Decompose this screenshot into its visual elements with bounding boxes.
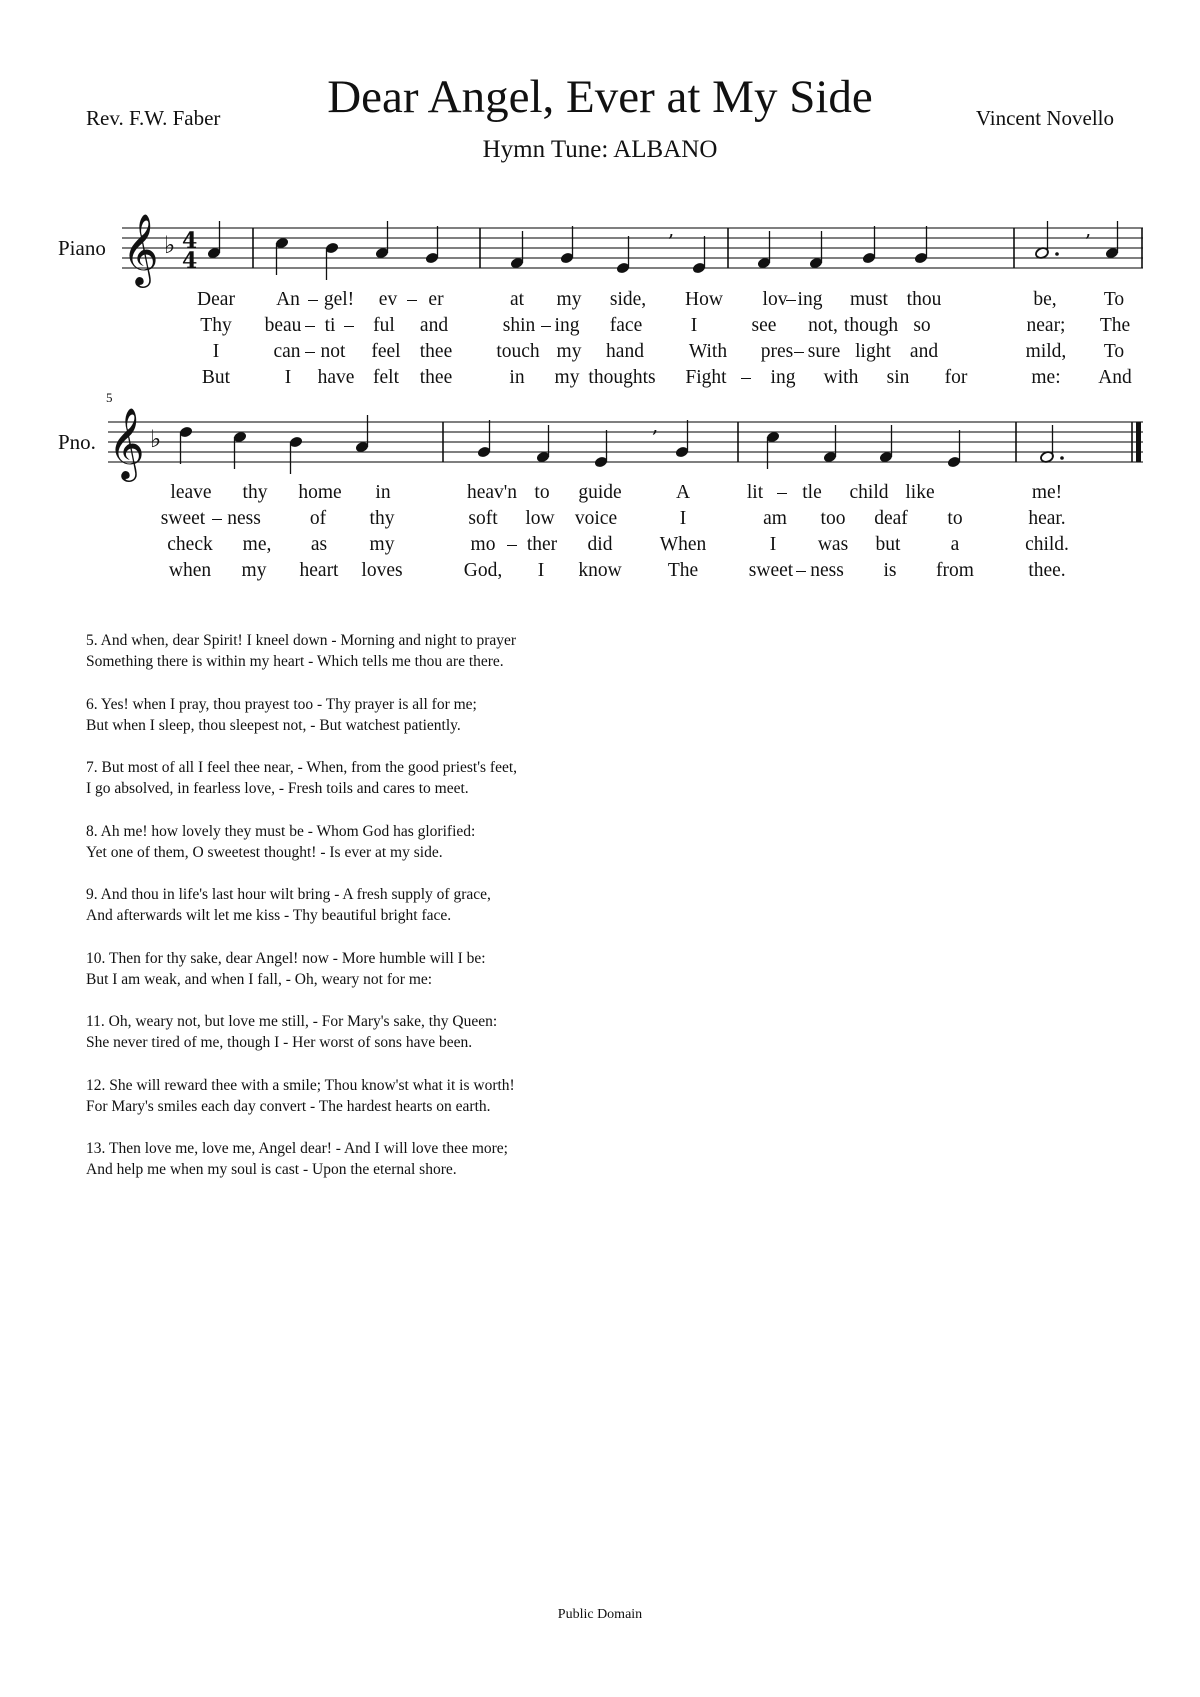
lyric-syllable: mo	[470, 534, 496, 555]
verse-line: For Mary's smiles each day convert - The hardest hearts on earth.	[86, 1097, 491, 1115]
lyric-hyphen: –	[305, 315, 315, 336]
lyric-syllable: shin	[502, 315, 536, 336]
verse-line: 9. And thou in life's last hour wilt bring - A fresh supply of grace,	[86, 886, 491, 903]
lyric-syllable: to	[534, 482, 550, 503]
lyric-hyphen: –	[741, 367, 751, 388]
lyric-hyphen: –	[305, 341, 315, 362]
flat-key-signature-icon: ♭	[150, 425, 162, 453]
lyric-syllable: did	[587, 534, 613, 555]
lyric-syllable: Thy	[200, 315, 232, 336]
lyric-syllable: be,	[1033, 289, 1057, 310]
verse-line: 12. She will reward thee with a smile; Thou know'st what it is worth!	[86, 1076, 515, 1094]
lyric-hyphen: –	[407, 289, 417, 310]
lyric-syllable: hear.	[1028, 508, 1066, 529]
lyric-syllable: so	[913, 315, 931, 336]
lyric-syllable: can	[273, 341, 301, 362]
lyric-syllable: me:	[1031, 367, 1061, 388]
lyric-syllable: And	[1098, 367, 1132, 388]
lyric-syllable: thee	[419, 367, 453, 388]
lyric-syllable: mild,	[1025, 341, 1067, 362]
lyric-hyphen: –	[541, 315, 551, 336]
lyric-syllable: I	[690, 315, 698, 336]
treble-clef-icon: 𝄞	[122, 212, 159, 285]
lyric-hyphen: –	[308, 289, 318, 310]
lyric-syllable: The	[667, 560, 699, 581]
lyric-syllable: ness	[810, 560, 844, 581]
lyric-syllable: ful	[373, 315, 395, 336]
lyric-syllable: thy	[369, 508, 395, 529]
verse-line: 8. Ah me! how lovely they must be - Whom God has glorified:	[86, 822, 476, 840]
final-barline	[1136, 422, 1141, 462]
lyric-syllable: my	[554, 367, 580, 388]
lyric-syllable: and	[909, 341, 939, 362]
lyric-syllable: in	[375, 482, 391, 503]
lyric-syllable: thoughts	[588, 367, 656, 388]
lyric-syllable: too	[820, 508, 846, 529]
lyric-syllable: have	[317, 367, 355, 388]
lyric-syllable: hand	[606, 341, 644, 362]
lyric-syllable: me,	[242, 534, 272, 555]
treble-clef-icon: 𝄞	[108, 406, 145, 479]
lyric-syllable: me!	[1031, 482, 1063, 503]
lyric-syllable: home	[298, 482, 342, 503]
lyric-hyphen: –	[344, 315, 354, 336]
lyric-syllable: deaf	[874, 508, 908, 529]
license-footer: Public Domain	[557, 1607, 643, 1622]
lyric-syllable: like	[905, 482, 935, 503]
lyric-syllable: ev	[378, 289, 398, 310]
lyric-syllable: side,	[609, 289, 647, 310]
verse-line: She never tired of me, though I - Her worst of sons have been.	[86, 1034, 473, 1051]
lyric-syllable: as	[310, 534, 328, 555]
lyric-syllable: I	[537, 560, 545, 581]
verse-line: 11. Oh, weary not, but love me still, - For Mary's sake, thy Queen:	[86, 1013, 498, 1030]
lyric-syllable: When	[659, 534, 707, 555]
lyric-syllable: child.	[1025, 534, 1069, 555]
lyric-syllable: child	[849, 482, 889, 503]
poet-credit: Rev. F.W. Faber	[86, 106, 221, 130]
lyric-syllable: feel	[371, 341, 401, 362]
lyric-syllable: though	[843, 315, 899, 336]
verse-line: But I am weak, and when I fall, - Oh, weary not for me:	[86, 970, 433, 988]
lyric-syllable: but	[875, 534, 901, 555]
lyric-hyphen: –	[777, 482, 787, 503]
lyric-syllable: I	[769, 534, 777, 555]
lyric-syllable: lov	[762, 289, 788, 310]
lyric-syllable: ing	[797, 289, 823, 310]
lyric-syllable: I	[284, 367, 292, 388]
lyric-syllable: heart	[299, 560, 339, 581]
lyric-hyphen: –	[212, 508, 222, 529]
verse-9	[86, 884, 517, 926]
lyric-syllable: lit	[746, 482, 764, 503]
lyric-syllable: not,	[808, 315, 838, 336]
lyric-syllable: er	[428, 289, 444, 310]
lyric-syllable: am	[763, 508, 787, 529]
time-signature-top-icon: 4	[182, 228, 198, 254]
lyric-syllable: from	[936, 560, 974, 581]
lyric-syllable: with	[823, 367, 859, 388]
lyric-syllable: my	[556, 289, 582, 310]
verse-line: 13. Then love me, love me, Angel dear! - And I will love thee more;	[86, 1140, 508, 1157]
verse-line: But when I sleep, thou sleepest not, - But watchest patiently.	[86, 716, 461, 734]
lyric-syllable: touch	[496, 341, 540, 362]
lyric-syllable: thou	[906, 289, 942, 310]
composer-credit: Vincent Novello	[975, 106, 1114, 130]
lyric-syllable: How	[685, 289, 723, 310]
breath-mark-icon: ,	[1085, 217, 1092, 241]
staff-system-1	[122, 212, 1143, 288]
lyric-syllable: leave	[170, 482, 212, 503]
breath-mark-icon: ,	[652, 413, 659, 437]
verse-line: 10. Then for thy sake, dear Angel! now - More humble will I be:	[86, 949, 486, 967]
lyric-syllable: soft	[468, 508, 498, 529]
flat-key-signature-icon: ♭	[164, 231, 176, 259]
lyric-syllable: check	[167, 534, 213, 555]
lyric-syllable: With	[688, 341, 728, 362]
verse-8	[86, 821, 517, 863]
lyric-syllable: of	[309, 508, 327, 529]
lyric-syllable: thy	[242, 482, 268, 503]
lyric-hyphen: –	[794, 341, 804, 362]
lyric-syllable: thee.	[1028, 560, 1066, 581]
lyric-syllable: ness	[227, 508, 261, 529]
lyric-syllable: know	[578, 560, 622, 581]
lyric-syllable: ing	[770, 367, 796, 388]
lyric-syllable: sweet	[748, 560, 794, 581]
additional-verses	[86, 630, 517, 1202]
verse-line: Something there is within my heart - Which tells me thou are there.	[86, 653, 504, 670]
lyric-syllable: The	[1099, 315, 1131, 336]
lyric-syllable: guide	[578, 482, 622, 503]
lyric-syllable: sin	[886, 367, 910, 388]
measure-number: 5	[106, 390, 113, 405]
lyric-syllable: tle	[802, 482, 822, 503]
lyric-syllable: see	[751, 315, 777, 336]
lyric-syllable: a	[950, 534, 960, 555]
lyric-syllable: my	[369, 534, 395, 555]
verse-7	[86, 757, 517, 799]
instrument-label-pno: Pno.	[58, 430, 96, 454]
verse-13	[86, 1138, 517, 1180]
verse-line: Yet one of them, O sweetest thought! - Is ever at my side.	[86, 843, 443, 861]
lyric-syllable: To	[1103, 289, 1125, 310]
lyric-syllable: beau	[264, 315, 302, 336]
lyric-syllable: pres	[760, 341, 794, 362]
lyric-syllable: God,	[463, 560, 503, 581]
lyric-syllable: thee	[419, 341, 453, 362]
staff-system-2	[108, 406, 1143, 482]
instrument-label-piano: Piano	[58, 236, 106, 260]
lyric-hyphen: –	[786, 289, 796, 310]
verse-line: I go absolved, in fearless love, - Fresh toils and cares to meet.	[86, 780, 469, 797]
verse-12	[86, 1075, 517, 1117]
lyric-syllable: my	[556, 341, 582, 362]
lyric-syllable: is	[883, 560, 897, 581]
lyric-syllable: sweet	[160, 508, 206, 529]
lyric-syllable: I	[212, 341, 220, 362]
verse-10	[86, 948, 517, 990]
lyric-syllable: Dear	[197, 289, 235, 310]
lyric-syllable: my	[241, 560, 267, 581]
lyric-syllable: light	[855, 341, 891, 362]
lyric-syllable: at	[509, 289, 525, 310]
lyric-syllable: low	[525, 508, 555, 529]
lyric-syllable: felt	[373, 367, 399, 388]
lyric-syllable: heav'n	[466, 482, 518, 503]
verse-line: 5. And when, dear Spirit! I kneel down - Morning and night to prayer	[86, 632, 517, 649]
verse-line: And help me when my soul is cast - Upon the eternal shore.	[86, 1161, 457, 1178]
lyric-syllable: ing	[554, 315, 580, 336]
lyric-syllable: not	[320, 341, 346, 362]
verse-6	[86, 694, 517, 736]
lyric-syllable: in	[509, 367, 525, 388]
lyric-syllable: near;	[1026, 315, 1066, 336]
lyric-syllable: was	[817, 534, 849, 555]
lyric-syllable: An	[276, 289, 300, 310]
lyric-syllable: when	[168, 560, 212, 581]
lyric-syllable: voice	[574, 508, 618, 529]
lyric-syllable: But	[201, 367, 231, 388]
verse-11	[86, 1011, 517, 1053]
verse-line: 6. Yes! when I pray, thou prayest too - Thy prayer is all for me;	[86, 695, 477, 713]
lyric-syllable: to	[947, 508, 963, 529]
lyric-syllable: face	[609, 315, 643, 336]
lyric-syllable: To	[1103, 341, 1125, 362]
lyric-syllable: sure	[807, 341, 841, 362]
verse-line: And afterwards wilt let me kiss - Thy beautiful bright face.	[86, 907, 452, 924]
lyric-syllable: for	[944, 367, 968, 388]
lyric-syllable: ti	[324, 315, 336, 336]
page-title: Dear Angel, Ever at My Side	[327, 71, 873, 123]
lyric-syllable: I	[679, 508, 687, 529]
verse-line: 7. But most of all I feel thee near, - When, from the good priest's feet,	[86, 759, 518, 776]
time-signature-bottom-icon: 4	[182, 248, 198, 274]
lyric-syllable: must	[850, 289, 888, 310]
breath-mark-icon: ,	[668, 217, 675, 241]
lyric-syllable: Fight	[685, 367, 727, 388]
lyric-syllable: and	[419, 315, 449, 336]
lyric-syllable: loves	[361, 560, 403, 581]
lyric-syllable: ther	[526, 534, 558, 555]
lyric-hyphen: –	[507, 534, 517, 555]
hymn-tune-subtitle: Hymn Tune: ALBANO	[482, 136, 718, 163]
lyric-syllable: gel!	[323, 289, 355, 310]
lyric-syllable: A	[675, 482, 691, 503]
verse-5	[86, 630, 517, 672]
lyric-hyphen: –	[796, 560, 806, 581]
